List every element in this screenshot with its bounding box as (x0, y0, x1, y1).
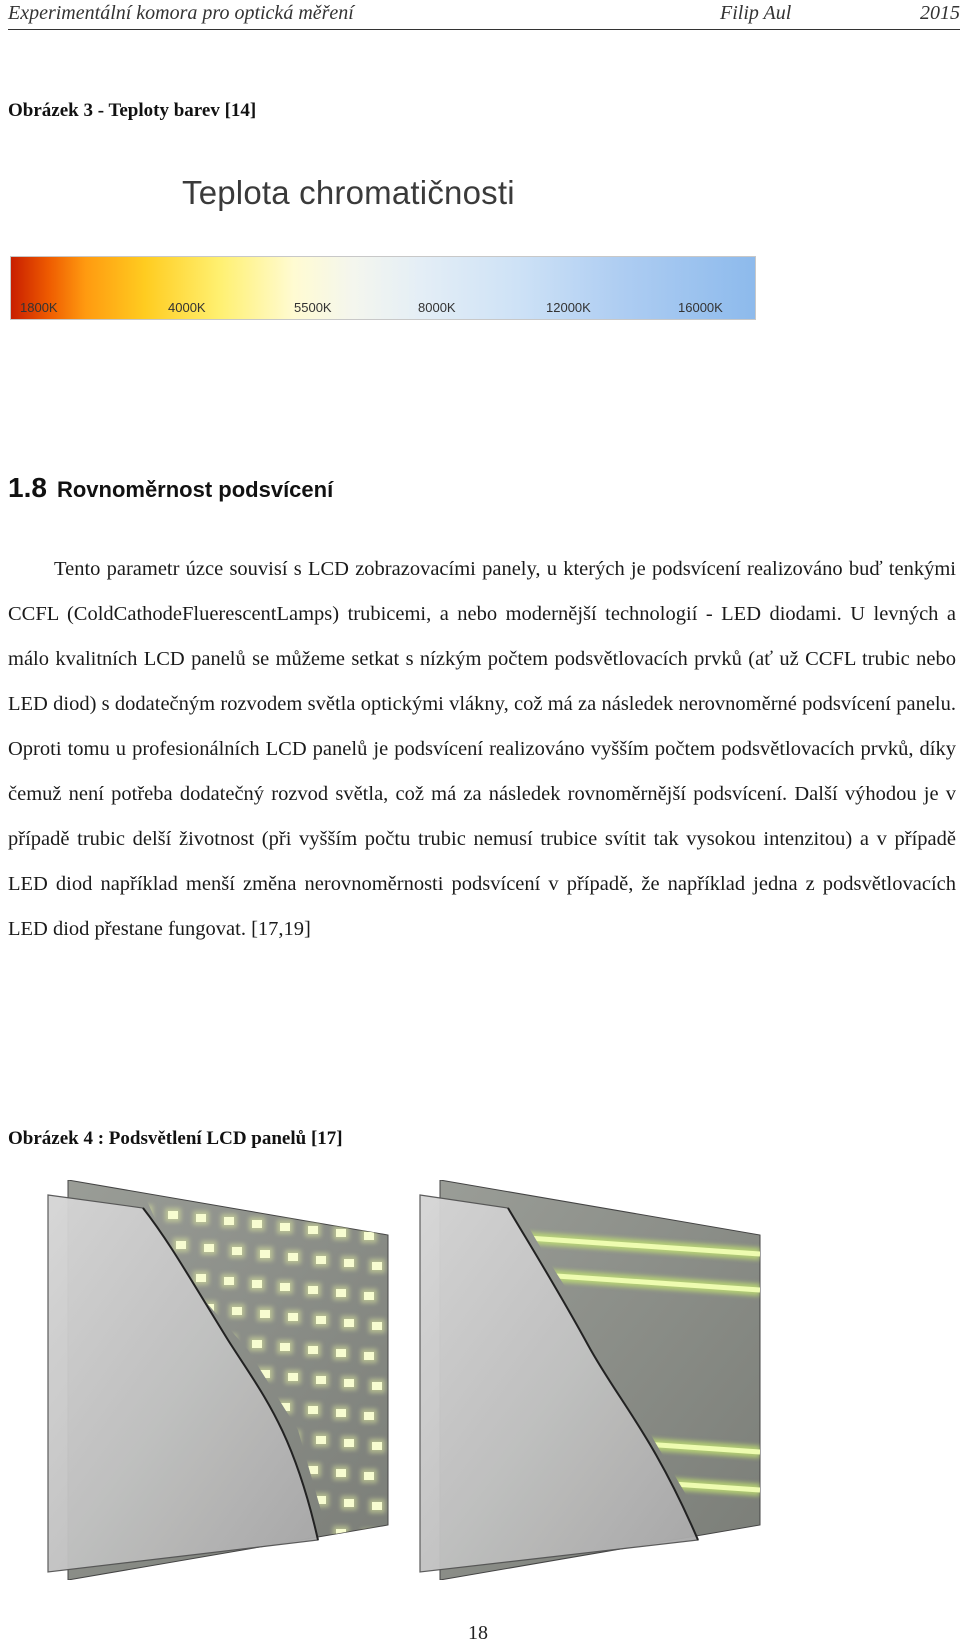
figure-3-caption: Obrázek 3 - Teploty barev [14] (8, 100, 257, 121)
tick-label: 16000K (678, 300, 723, 315)
body-paragraph: Tento parametr úzce souvisí s LCD zobrazovacími panely, u kterých je podsvícení realizováno buď tenkými CCFL (ColdCathodeFluerescentLamps) trubicemi, a nebo modernější technologií - LED diodami. U levných a málo kvalitních LCD panelů se můžeme setkat s nízkým počtem podsvětlovacích prvků (ať už CCFL trubic nebo LED diod) s dodatečným rozvodem světla optickými vlákny, což má za následek nerovnoměrné podsvícení panelu. Oproti tomu u profesionálních LCD panelů je podsvícení realizováno vyšším počtem podsvětlovacích prvků, díky čemuž není potřeba dodatečný rozvod světla, což má za následek rovnoměrnější podsvícení. Další výhodou je v případě trubic delší životnost (při vyšším počtu trubic nemusí trubice svítit tak vysokou intenzitou) a v případě LED diod například menší změna nerovnoměrnosti podsvícení v případě, že například jedna z podsvětlovacích LED diod přestane fungovat. [17,19] (8, 558, 956, 940)
led-dot (336, 1229, 346, 1237)
section-title: Rovnoměrnost podsvícení (56, 477, 334, 502)
led-dot (252, 1340, 262, 1348)
tick-label: 8000K (418, 300, 456, 315)
page-header (8, 0, 960, 30)
led-dot (232, 1307, 242, 1315)
led-dot (280, 1223, 290, 1231)
led-dot (316, 1256, 326, 1264)
led-dot (196, 1214, 206, 1222)
color-temperature-gradient-bar (10, 256, 756, 320)
led-dot (308, 1406, 318, 1414)
led-dot (288, 1253, 298, 1261)
page-number: 18 (468, 1622, 488, 1644)
tick-label: 1800K (20, 300, 58, 315)
led-dot (288, 1373, 298, 1381)
led-dot (372, 1322, 382, 1330)
led-dot (260, 1310, 270, 1318)
led-dot (372, 1502, 382, 1510)
led-dot (364, 1292, 374, 1300)
tick-label: 12000K (546, 300, 591, 315)
led-dot (260, 1250, 270, 1258)
led-dot (344, 1439, 354, 1447)
led-dot (176, 1241, 186, 1249)
led-dot (224, 1277, 234, 1285)
led-dot (372, 1262, 382, 1270)
section-number: 1.8 (8, 472, 47, 503)
color-temperature-title: Teplota chromatičnosti (182, 174, 515, 211)
led-dot (252, 1220, 262, 1228)
led-dot (344, 1319, 354, 1327)
tick-label: 5500K (294, 300, 332, 315)
document-year: 2015 (920, 2, 960, 24)
led-dot (372, 1382, 382, 1390)
led-dot (308, 1226, 318, 1234)
led-dot (336, 1469, 346, 1477)
led-dot (308, 1346, 318, 1354)
led-dot (224, 1217, 234, 1225)
led-dot (308, 1286, 318, 1294)
led-dot (280, 1283, 290, 1291)
led-dot (288, 1313, 298, 1321)
led-dot (336, 1349, 346, 1357)
led-dot (168, 1211, 178, 1219)
document-title: Experimentální komora pro optická měření (8, 2, 354, 24)
led-dot (344, 1379, 354, 1387)
led-dot (344, 1499, 354, 1507)
lcd-backlight-illustration (28, 1180, 953, 1580)
led-dot (316, 1436, 326, 1444)
led-dot (364, 1472, 374, 1480)
led-dot (232, 1247, 242, 1255)
led-dot (280, 1343, 290, 1351)
lcd-backlight-drawing (28, 1180, 953, 1580)
led-dot (364, 1232, 374, 1240)
led-dot (364, 1532, 374, 1540)
led-dot (252, 1280, 262, 1288)
led-dot (196, 1274, 206, 1282)
color-temperature-figure (8, 170, 758, 340)
led-dot (316, 1376, 326, 1384)
author-name: Filip Aul (720, 2, 792, 24)
led-dot (316, 1316, 326, 1324)
led-dot (336, 1409, 346, 1417)
led-dot (364, 1412, 374, 1420)
led-dot (344, 1259, 354, 1267)
section-heading (8, 472, 333, 504)
led-dot (204, 1244, 214, 1252)
led-dot (364, 1352, 374, 1360)
figure-4-caption: Obrázek 4 : Podsvětlení LCD panelů [17] (8, 1128, 343, 1149)
tick-label: 4000K (168, 300, 206, 315)
led-glow (361, 1529, 377, 1543)
led-dot (336, 1289, 346, 1297)
led-dot (372, 1442, 382, 1450)
